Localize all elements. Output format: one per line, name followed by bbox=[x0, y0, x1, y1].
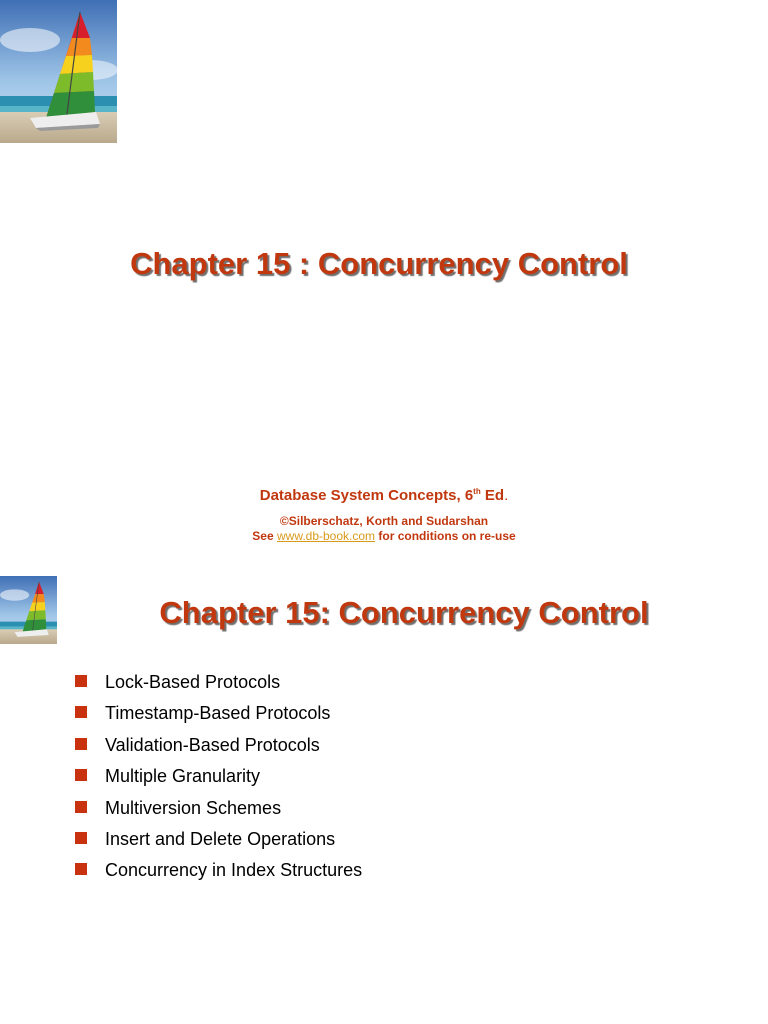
bullet-square-icon bbox=[75, 675, 87, 687]
reuse-notice: See www.db-book.com for conditions on re-use bbox=[252, 529, 516, 543]
bullet-square-icon bbox=[75, 801, 87, 813]
list-item: Multiple Granularity bbox=[75, 764, 362, 795]
list-item: Lock-Based Protocols bbox=[75, 670, 362, 701]
slide-title-2: Chapter 15: Concurrency Control bbox=[159, 595, 649, 630]
list-item: Multiversion Schemes bbox=[75, 796, 362, 827]
bullet-square-icon bbox=[75, 863, 87, 875]
list-item: Timestamp-Based Protocols bbox=[75, 701, 362, 732]
list-item: Concurrency in Index Structures bbox=[75, 858, 362, 889]
bullet-square-icon bbox=[75, 769, 87, 781]
book-title: Database System Concepts, 6th Ed. bbox=[259, 487, 509, 504]
db-book-link[interactable]: www.db-book.com bbox=[276, 529, 376, 543]
bullet-square-icon bbox=[75, 738, 87, 750]
slide-title: Chapter 15 : Concurrency Control bbox=[130, 246, 628, 281]
list-item: Insert and Delete Operations bbox=[75, 827, 362, 858]
copyright-text: ©Silberschatz, Korth and Sudarshan bbox=[279, 514, 489, 528]
bullet-square-icon bbox=[75, 706, 87, 718]
sailboat-image bbox=[0, 0, 117, 143]
topic-list bbox=[75, 670, 362, 890]
list-item: Validation-Based Protocols bbox=[75, 733, 362, 764]
bullet-square-icon bbox=[75, 832, 87, 844]
